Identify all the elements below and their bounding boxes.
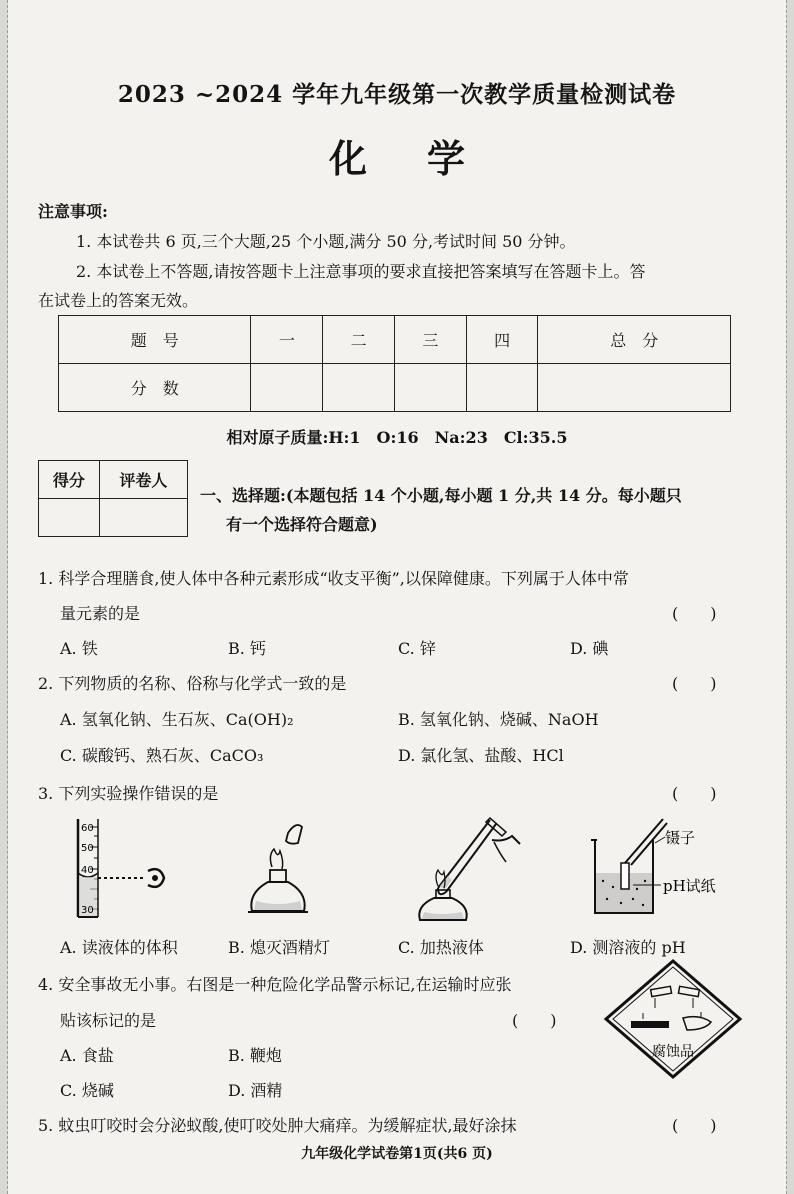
ph-measure-figure — [585, 815, 745, 920]
corrosive-warning-sign — [603, 958, 743, 1080]
score-header-label: 题 号 — [59, 316, 251, 364]
eye-icon — [148, 869, 164, 887]
page-footer: 九年级化学试卷第1页(共6 页) — [301, 1146, 493, 1162]
score-cell — [394, 364, 466, 412]
grader-cell — [99, 499, 187, 537]
warning-label: 腐蚀品 — [652, 1044, 694, 1060]
notes-item-2-line-1: 2. 本试卷上不答题,请按答题卡上注意事项的要求直接把答案填写在答题卡上。答 — [76, 262, 646, 281]
cylinder-tick: 30 — [81, 905, 94, 916]
question-1-option-c: C. 锌 — [398, 639, 436, 658]
alcohol-lamp-blow-figure — [238, 815, 338, 925]
tweezers-label: 镊子 — [665, 829, 696, 847]
notes-item-2-line-2: 在试卷上的答案无效。 — [38, 291, 199, 310]
score-header-3: 三 — [394, 316, 466, 364]
score-header-2: 二 — [323, 316, 395, 364]
grader-table — [38, 460, 188, 537]
atomic-mass-line: 相对原子质量:H:1 O:16 Na:23 Cl:35.5 — [226, 428, 568, 447]
answer-blank: ( ) — [672, 784, 717, 803]
answer-blank: ( ) — [512, 1011, 557, 1030]
subject-title: 化学 — [328, 136, 525, 181]
question-2-stem: 2. 下列物质的名称、俗称与化学式一致的是 — [38, 674, 347, 693]
notes-item-1: 1. 本试卷共 6 页,三个大题,25 个小题,满分 50 分,考试时间 50 分钟。 — [76, 232, 576, 251]
answer-blank: ( ) — [672, 674, 717, 693]
score-cell — [538, 364, 731, 412]
graduated-cylinder-figure — [60, 815, 180, 920]
score-cell — [251, 364, 323, 412]
grader-score-header: 得分 — [39, 461, 100, 499]
question-1-stem-cont: 量元素的是 — [60, 604, 141, 623]
question-3-option-d: D. 测溶液的 pH — [570, 938, 686, 957]
question-4-stem: 4. 安全事故无小事。右图是一种危险化学品警示标记,在运输时应张 — [38, 975, 512, 994]
question-2-option-d: D. 氯化氢、盐酸、HCl — [398, 746, 564, 765]
notes-heading: 注意事项: — [38, 202, 108, 221]
section-1-heading-cont: 有一个选择符合题意) — [226, 515, 378, 534]
grader-name-header: 评卷人 — [99, 461, 187, 499]
question-3-option-b: B. 熄灭酒精灯 — [228, 938, 330, 957]
question-4-option-c: C. 烧碱 — [60, 1081, 114, 1100]
score-row-label: 分 数 — [59, 364, 251, 412]
question-1-option-d: D. 碘 — [570, 639, 609, 658]
ph-paper-label: pH试纸 — [663, 877, 716, 895]
score-header-total: 总 分 — [538, 316, 731, 364]
question-3-option-a: A. 读液体的体积 — [60, 938, 178, 957]
score-cell — [323, 364, 395, 412]
question-2-option-b: B. 氢氧化钠、烧碱、NaOH — [398, 710, 599, 729]
score-header-4: 四 — [466, 316, 538, 364]
question-4-option-b: B. 鞭炮 — [228, 1046, 282, 1065]
section-1-heading: 一、选择题:(本题包括 14 个小题,每小题 1 分,共 14 分。每小题只 — [200, 486, 682, 505]
question-5-stem: 5. 蚊虫叮咬时会分泌蚁酸,使叮咬处肿大痛痒。为缓解症状,最好涂抹 — [38, 1116, 517, 1135]
question-2-option-c: C. 碳酸钙、熟石灰、CaCO₃ — [60, 746, 264, 765]
question-4-stem-cont: 贴该标记的是 — [60, 1011, 157, 1030]
question-4-option-a: A. 食盐 — [60, 1046, 114, 1065]
question-3-option-c: C. 加热液体 — [398, 938, 484, 957]
question-3-stem: 3. 下列实验操作错误的是 — [38, 784, 219, 803]
cylinder-tick: 60 — [81, 823, 94, 834]
grader-cell — [39, 499, 100, 537]
answer-blank: ( ) — [672, 604, 717, 623]
heating-liquid-figure — [408, 812, 528, 927]
score-header-1: 一 — [251, 316, 323, 364]
question-1-stem: 1. 科学合理膳食,使人体中各种元素形成“收支平衡”,以保障健康。下列属于人体中常 — [38, 569, 629, 588]
question-2-option-a: A. 氢氧化钠、生石灰、Ca(OH)₂ — [60, 710, 294, 729]
question-4-option-d: D. 酒精 — [228, 1081, 283, 1100]
cylinder-tick: 40 — [81, 865, 94, 876]
cylinder-tick: 50 — [81, 843, 94, 854]
answer-blank: ( ) — [672, 1116, 717, 1135]
question-1-option-a: A. 铁 — [60, 639, 98, 658]
question-1-option-b: B. 钙 — [228, 639, 266, 658]
score-cell — [466, 364, 538, 412]
score-table — [58, 315, 731, 412]
exam-title: 2023 ~2024 学年九年级第一次教学质量检测试卷 — [117, 81, 677, 108]
